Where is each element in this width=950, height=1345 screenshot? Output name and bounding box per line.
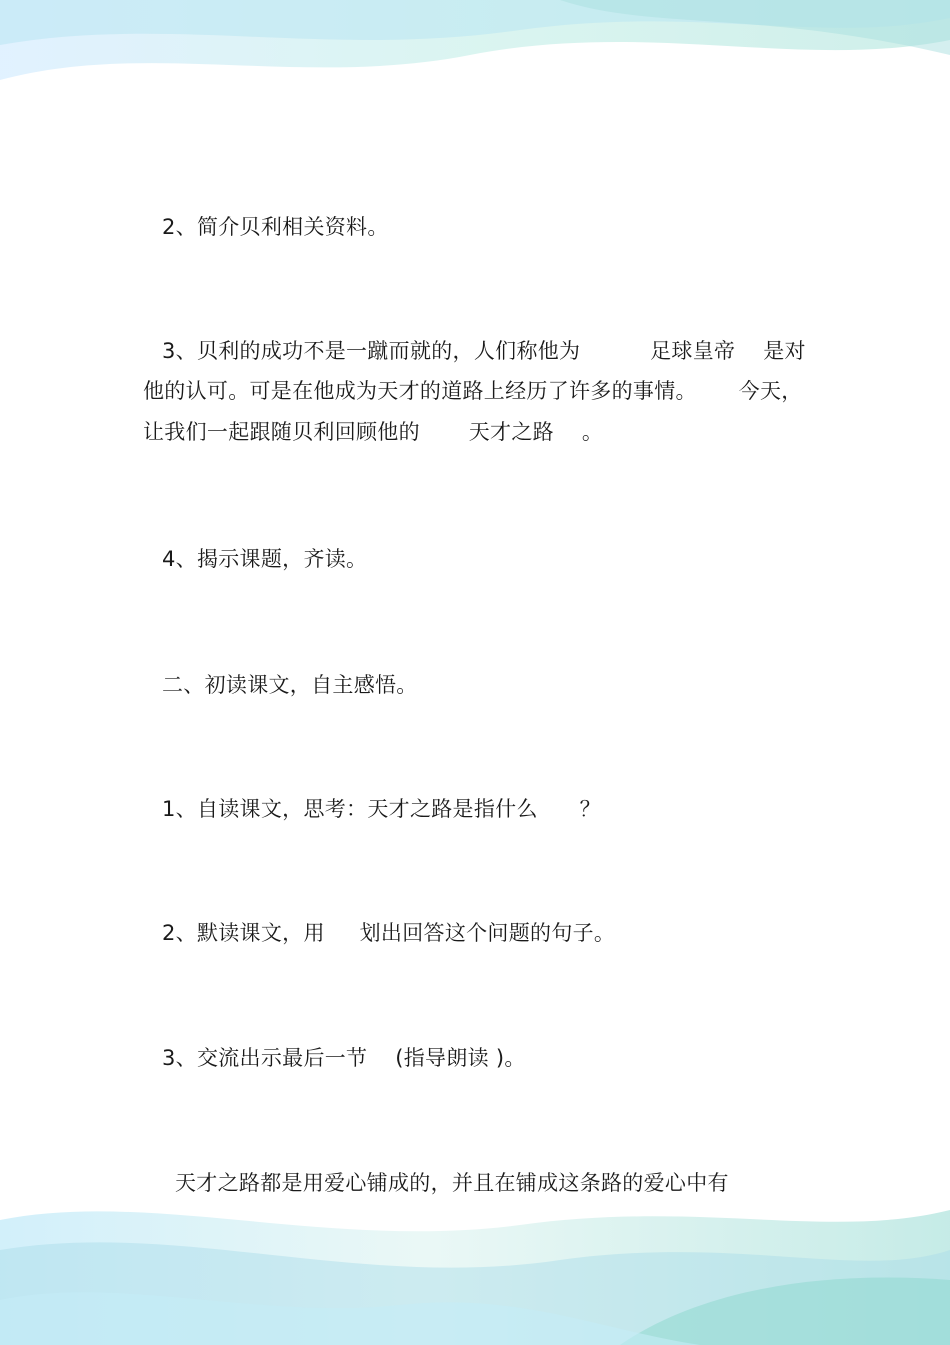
paragraph-line: 天才之路都是用爱心铺成的，并且在铺成这条路的爱心中有 [175,1171,729,1195]
paragraph-line: 2、简介贝利相关资料。 [162,215,389,239]
top-wave-decoration [0,0,950,110]
bottom-wave-decoration [0,1180,950,1345]
paragraph-line: 1、自读课文，思考：天才之路是指什么 ？ [162,797,601,821]
paragraph-line: 3、贝利的成功不是一蹴而就的，人们称他为 足球皇帝 是对 [162,339,806,363]
paragraph-line: 让我们一起跟随贝利回顾他的 天才之路 。 [143,420,604,444]
paragraph-line: 4、揭示课题，齐读。 [162,547,368,571]
section-heading: 二、初读课文，自主感悟。 [162,673,418,697]
paragraph-line: 2、默读课文，用 划出回答这个问题的句子。 [162,921,616,945]
paragraph-line: 3、交流出示最后一节 (指导朗读 )。 [162,1046,526,1070]
paragraph-line: 他的认可。可是在他成为天才的道路上经历了许多的事情。 今天， [143,379,803,403]
